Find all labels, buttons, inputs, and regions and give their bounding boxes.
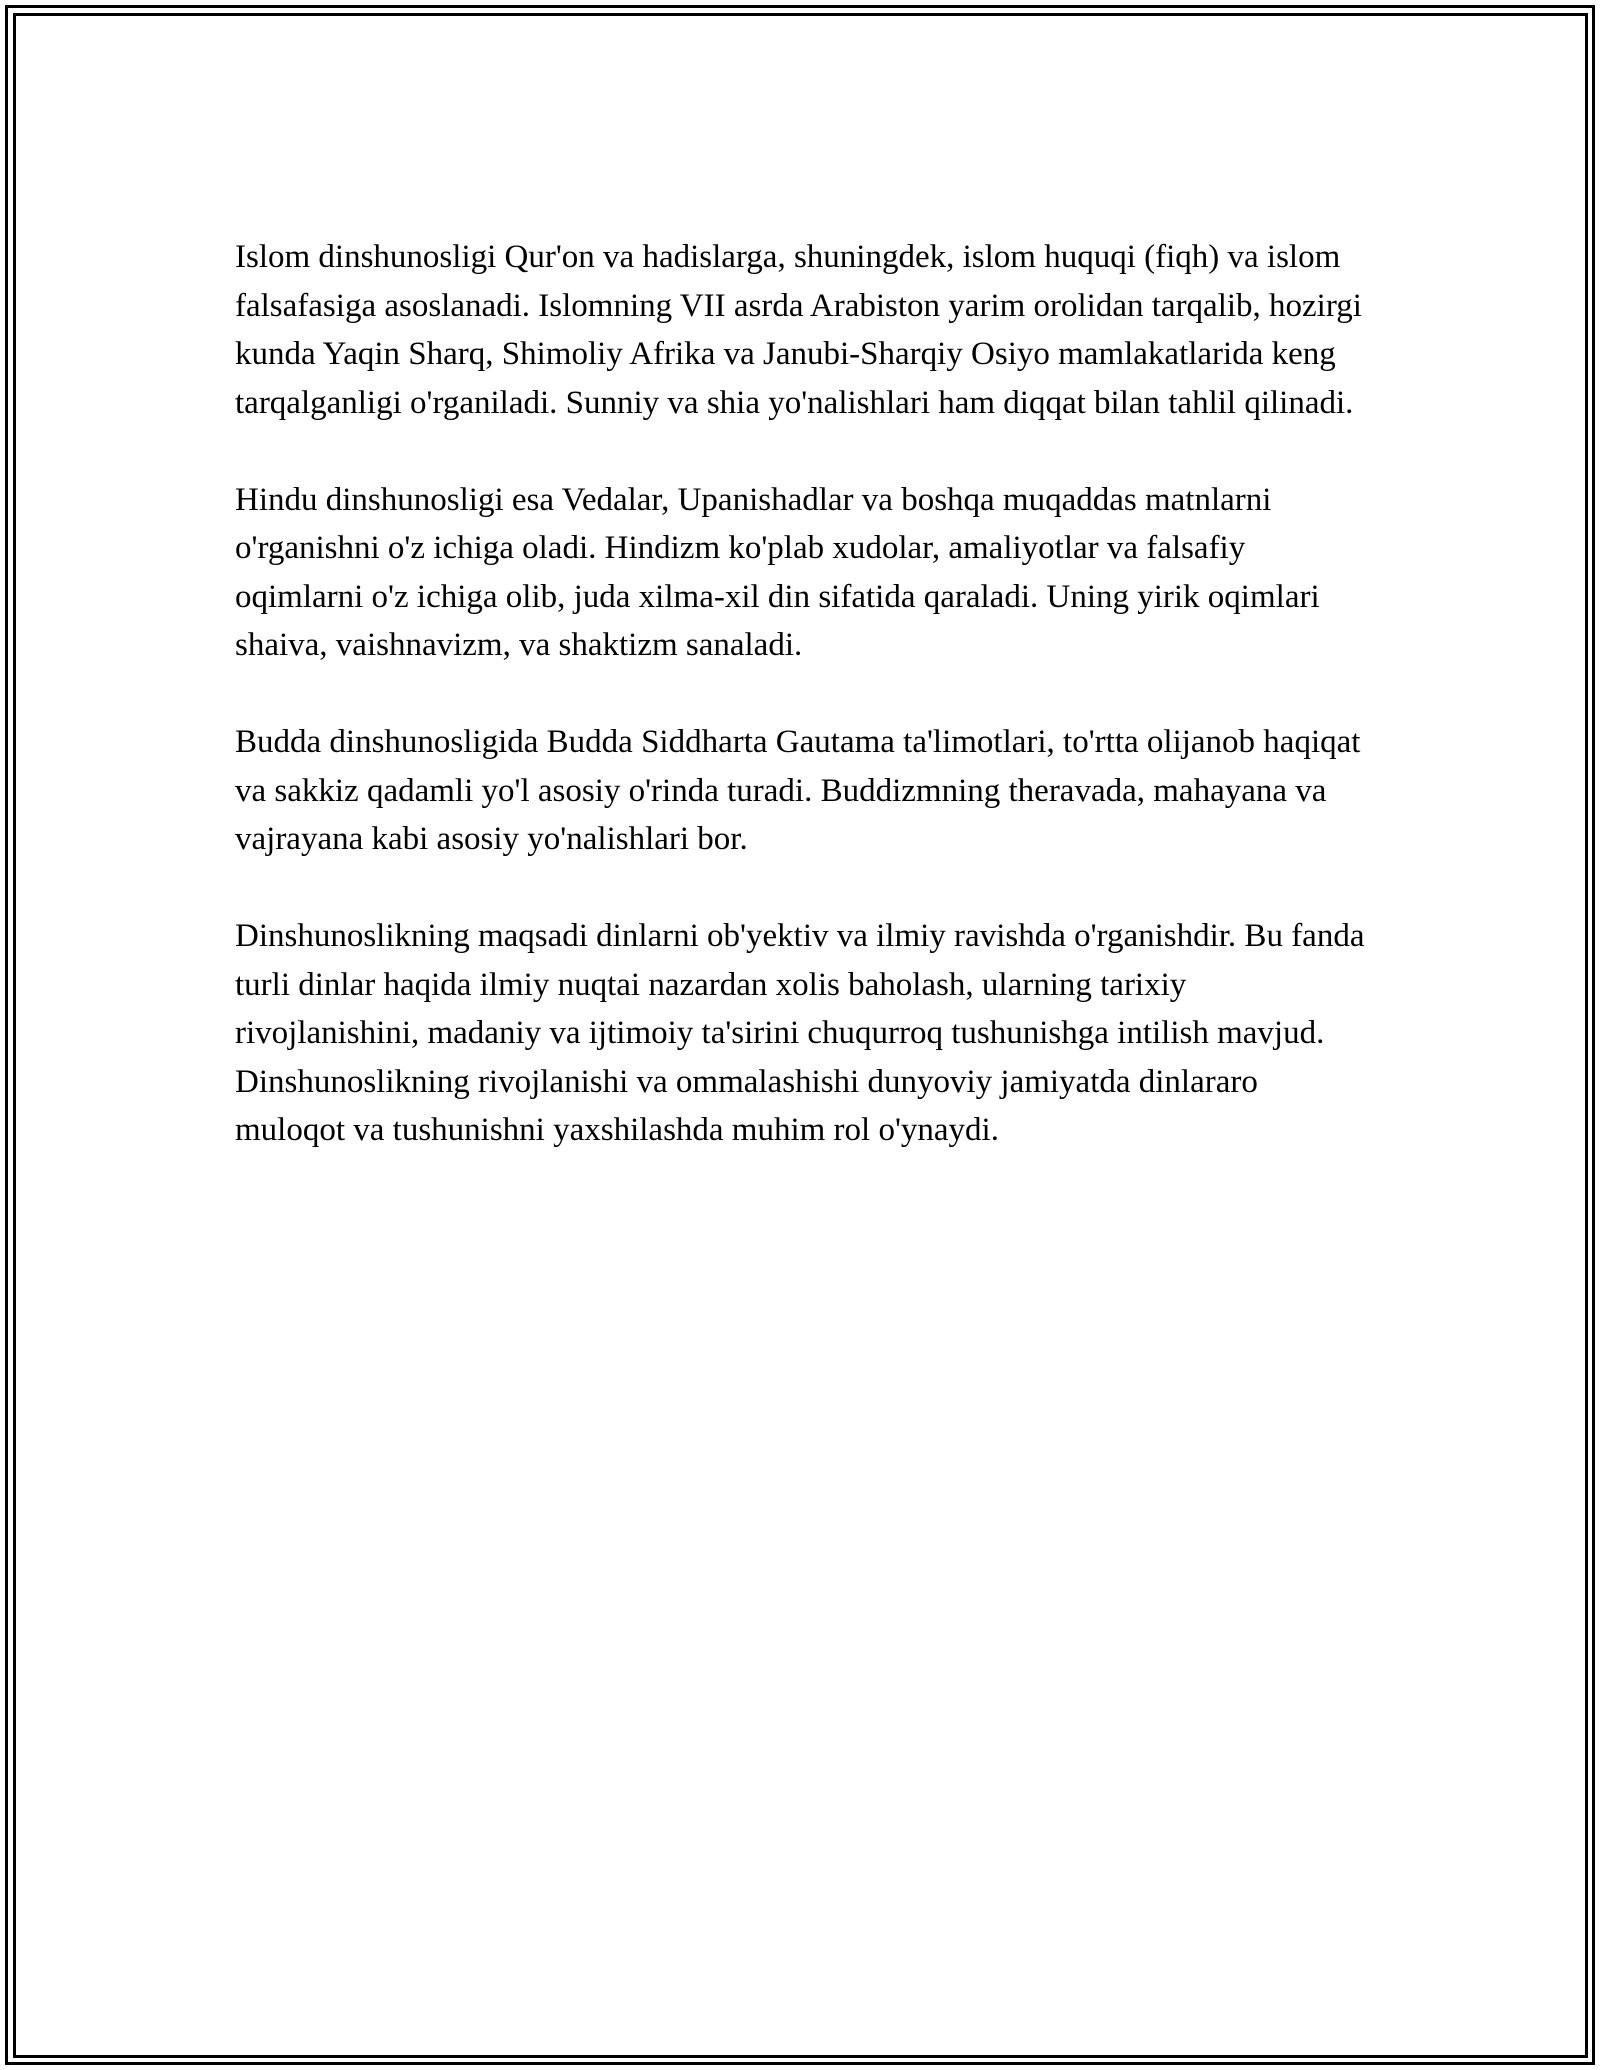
- document-body: [235, 233, 1365, 1203]
- paragraph-hindu: Hindu dinshunosligi esa Vedalar, Upanishadlar va boshqa muqaddas matnlarni o'rganishni o'z ichiga oladi. Hindizm ko'plab xudolar, amaliyotlar va falsafiy oqimlarni o'z ichiga olib, juda xilma-xil din sifatida qaraladi. Uning yirik oqimlari shaiva, vaishnavizm, va shaktizm sanaladi.: [235, 481, 1320, 663]
- paragraph-buddha: Budda dinshunosligida Budda Siddharta Gautama ta'limotlari, to'rtta olijanob haqiqat va sakkiz qadamli yo'l asosiy o'rinda turadi. Buddizmning theravada, mahayana va vajrayana kabi asosiy yo'nalishlari bor.: [235, 724, 1361, 857]
- paragraph-islam: Islom dinshunosligi Qur'on va hadislarga, shuningdek, islom huquqi (fiqh) va islom falsafasiga asoslanadi. Islomning VII asrda Arabiston yarim orolidan tarqalib, hozirgi kunda Yaqin Sharq, Shimoliy Afrika va Janubi-Sharqiy Osiyo mamlakatlarida keng tarqalganligi o'rganiladi. Sunniy va shia yo'nalishlari ham diqqat bilan tahlil qilinadi.: [235, 239, 1362, 421]
- paragraph-religious-studies: Dinshunoslikning maqsadi dinlarni ob'yektiv va ilmiy ravishda o'rganishdir. Bu fanda turli dinlar haqida ilmiy nuqtai nazardan xolis baholash, ularning tarixiy rivojlanishini, madaniy va ijtimoiy ta'sirini chuqurroq tushunishga intilish mavjud. Dinshunoslikning rivojlanishi va ommalashishi dunyoviy jamiyatda dinlararo muloqot va tushunishni yaxshilashda muhim rol o'ynaydi.: [235, 918, 1365, 1148]
